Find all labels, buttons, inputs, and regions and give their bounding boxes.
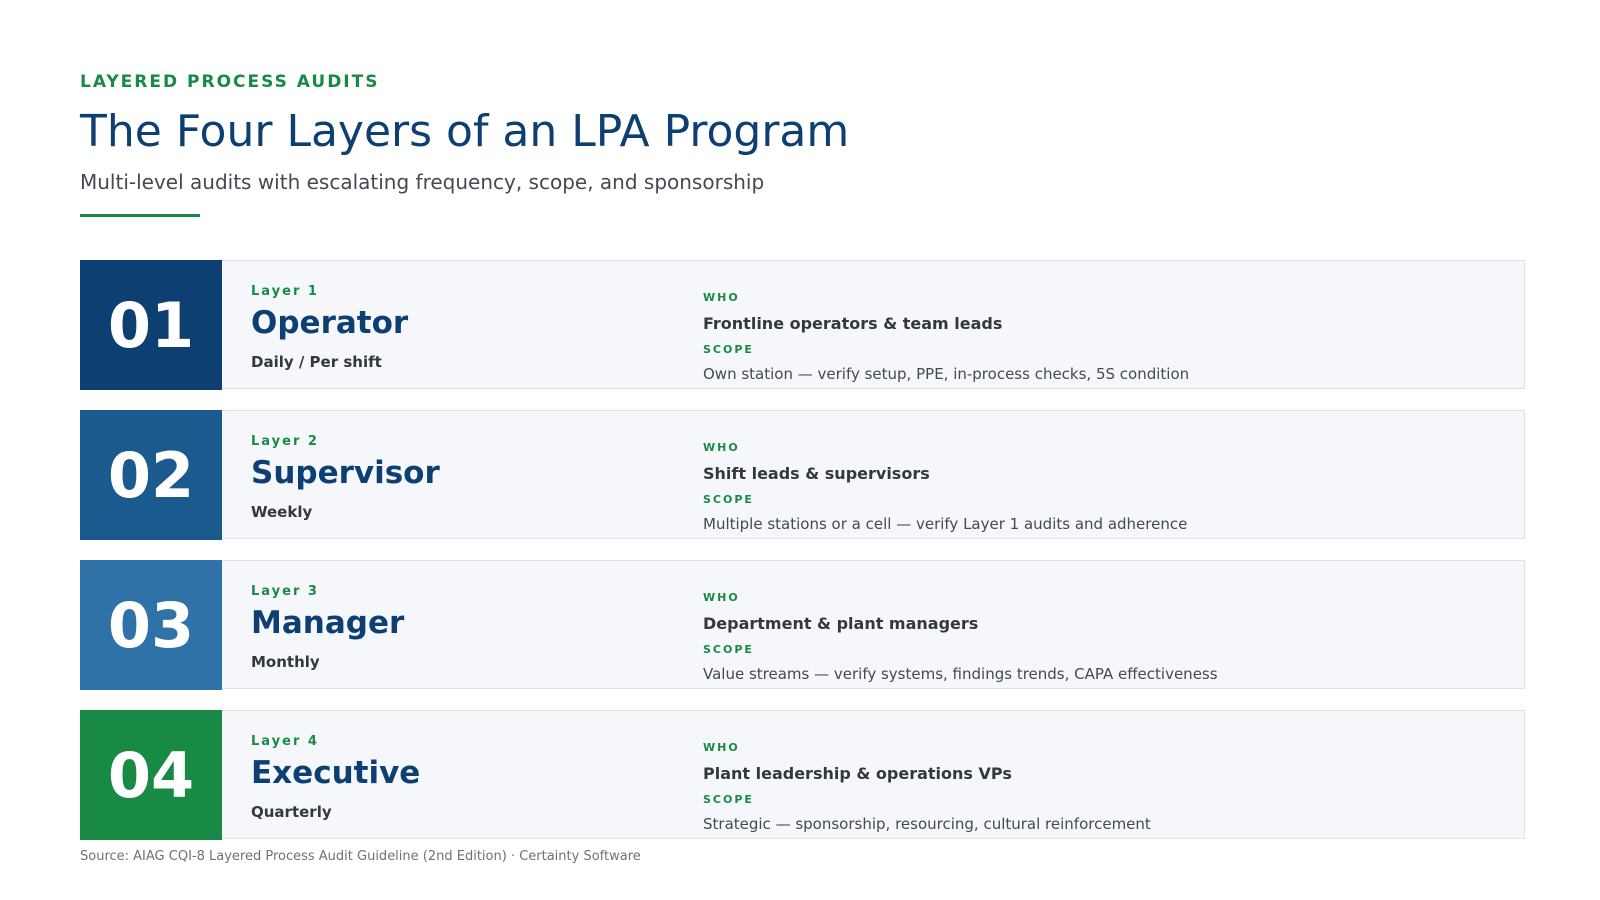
who-value: Plant leadership & operations VPs	[703, 764, 1012, 783]
layer-details	[703, 411, 1503, 540]
layer-number-badge: 02	[80, 410, 222, 540]
who-label: WHO	[703, 591, 740, 604]
who-label: WHO	[703, 441, 740, 454]
layer-frequency: Daily / Per shift	[251, 353, 382, 371]
who-value: Shift leads & supervisors	[703, 464, 930, 483]
layer-row-supervisor	[80, 410, 1525, 539]
page-subtitle: Multi-level audits with escalating frequency, scope, and sponsorship	[80, 170, 765, 194]
scope-label: SCOPE	[703, 793, 754, 806]
scope-value: Strategic — sponsorship, resourcing, cultural reinforcement	[703, 815, 1151, 833]
who-label: WHO	[703, 741, 740, 754]
layer-number-badge: 04	[80, 710, 222, 840]
layer-row-manager	[80, 560, 1525, 689]
layers-list	[80, 260, 1525, 860]
who-value: Department & plant managers	[703, 614, 979, 633]
title-underline-divider	[80, 214, 200, 217]
layer-name: Manager	[251, 605, 405, 641]
scope-label: SCOPE	[703, 643, 754, 656]
layer-frequency: Weekly	[251, 503, 313, 521]
scope-value: Multiple stations or a cell — verify Layer 1 audits and adherence	[703, 515, 1188, 533]
page-title: The Four Layers of an LPA Program	[80, 106, 850, 157]
layer-tag: Layer 1	[251, 284, 319, 299]
layer-frequency: Monthly	[251, 653, 320, 671]
layer-details	[703, 561, 1503, 690]
layer-name: Operator	[251, 305, 409, 341]
scope-label: SCOPE	[703, 493, 754, 506]
source-footnote: Source: AIAG CQI-8 Layered Process Audit Guideline (2nd Edition) · Certainty Software	[80, 849, 641, 864]
layer-frequency: Quarterly	[251, 803, 332, 821]
layer-details	[703, 261, 1503, 390]
layer-tag: Layer 4	[251, 734, 319, 749]
layer-number-badge: 01	[80, 260, 222, 390]
layer-row-operator	[80, 260, 1525, 389]
scope-value: Value streams — verify systems, findings trends, CAPA effectiveness	[703, 665, 1218, 683]
layer-tag: Layer 2	[251, 434, 319, 449]
who-label: WHO	[703, 291, 740, 304]
layer-name: Executive	[251, 755, 421, 791]
scope-label: SCOPE	[703, 343, 754, 356]
who-value: Frontline operators & team leads	[703, 314, 1003, 333]
layer-name: Supervisor	[251, 455, 440, 491]
layer-tag: Layer 3	[251, 584, 319, 599]
layer-row-executive	[80, 710, 1525, 839]
eyebrow-label: LAYERED PROCESS AUDITS	[80, 72, 380, 92]
scope-value: Own station — verify setup, PPE, in-process checks, 5S condition	[703, 365, 1190, 383]
layer-number-badge: 03	[80, 560, 222, 690]
layer-details	[703, 711, 1503, 840]
